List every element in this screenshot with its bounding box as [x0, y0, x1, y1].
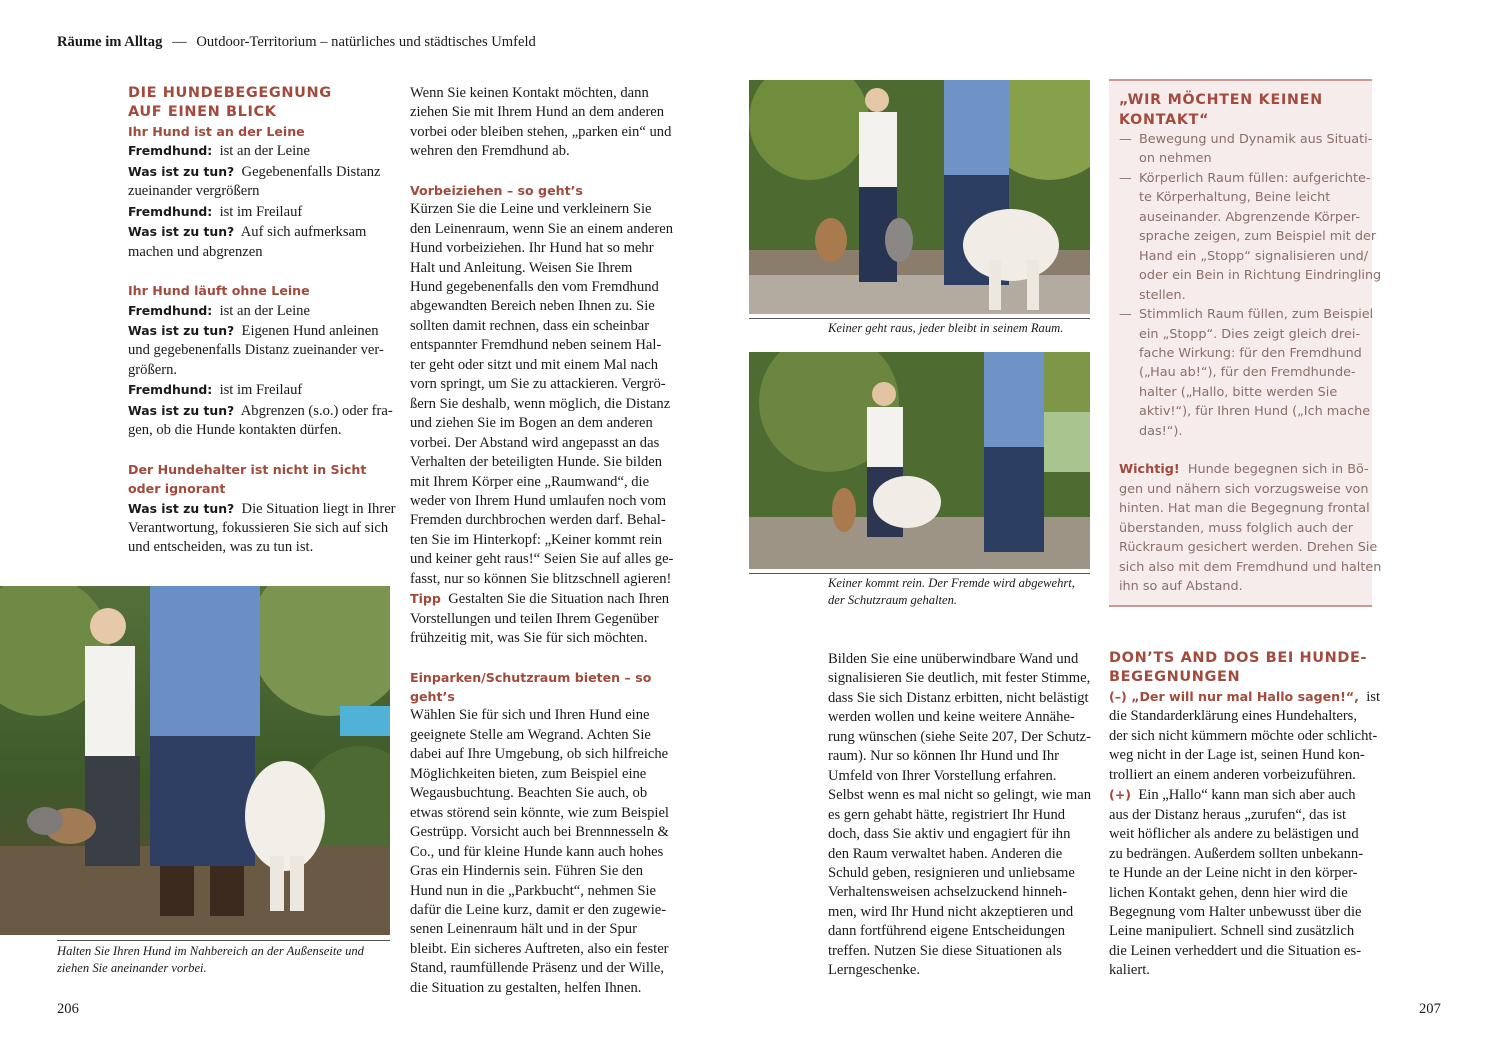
- donts-dos-text: (–) „Der will nur mal Hallo sagen!“, ist die Standarderklärung eines Hundehalters, der sich nicht kümmern möchte oder schlicht- weg nicht in der Lage ist, seinen Hund kon- trolliert an einem anderen vorbeizuführen. (+) Ein „Hallo“ kann man sich aber auch aus der Distanz heraus „zurufen“, das ist weit höflicher als andere zu belästigen und zu bedrängen. Außerdem sollten unbekann- te Hunde an der Leine nicht in den körper- lichen Kontakt gehen, denn hier wird die Begegnung vom Halter unbewusst über die Leine manipuliert. Schnell sind zusätzlich die Leinen verheddert und die Situation es- kaliert.: [1109, 689, 1381, 979]
- photo2-caption-rule: [749, 573, 1090, 574]
- photo1-caption: Keiner geht raus, jeder bleibt in seinem Raum.: [828, 321, 1064, 335]
- page-number-right: 207: [1419, 1001, 1441, 1017]
- photo1-caption-rule: [749, 318, 1090, 319]
- no-contact-item: — Stimmlich Raum füllen, zum Beispiel ein „Stopp“. Dies zeigt gleich drei- fache Wirkung: für den Fremdhund („Hau ab!“), für den Fremdhunde- halter („Hallo, bitte werden Sie aktiv!“), für Ihren Hund („Ich mache das!“).: [1119, 307, 1374, 439]
- middle-column: [410, 84, 675, 998]
- einparken-text: Wählen Sie für sich und Ihren Hund eine geeignete Stelle am Wegrand. Achten Sie dabei auf Ihre Umgebung, ob sich hilfreiche Möglichkeiten bieten, zum Beispiel eine Wegausbuchtung. Beachten Sie auch, ob etwas störend sein könnte, wie zum Beispiel Gestrüpp. Vorsicht auch bei Brennnesseln & Co., und für kleine Hunde kann auch hohes Gras ein Hindernis sein. Führen Sie den Hund nun in die „Parkbucht“, nehmen Sie dafür die Leine kurz, damit er den zugewie- senen Leinenraum hält und in der Spur bleibt. Ein sicheres Auftreten, also ein fester Stand, raumfüllende Präsenz und der Wille, die Situation zu gestalten, helfen Ihnen.: [410, 707, 669, 996]
- no-contact-box-title: „WIR MÖCHTEN KEINEN KONTAKT“: [1119, 92, 1323, 128]
- einparken-title: Einparken/Schutzraum bieten – so geht’s: [410, 669, 652, 705]
- case2-text: Fremdhund: ist an der Leine Was ist zu tun? Eigenen Hund anleinen und gegebenenfalls Distanz zueinander ver- größern. Fremdhund: ist im Freilauf Was ist zu tun? Abgrenzen (s.o.) oder fra- gen, ob die Hunde kontakten dürfen.: [128, 302, 393, 439]
- case3-title: Der Hundehalter ist nicht in Sicht oder ignorant: [128, 461, 367, 497]
- tipp-label: Tipp: [410, 591, 441, 607]
- overview-heading: DIE HUNDEBEGEGNUNG AUF EINEN BLICK: [128, 85, 332, 120]
- donts-dos-column: [1109, 649, 1381, 981]
- wall-text: Bilden Sie eine unüberwindbare Wand und signalisieren Sie deutlich, mit fester Stimme, dass Sie sich Distanz erbitten, nicht belästigt werden wollen und keine weitere Annähe- rung wünschen (siehe Seite 207, Der Schutz- raum). Nur so können Ihr Hund und Ihr Umfeld von Ihrer Vorstellung erfahren. Selbst wenn es mal nicht so gelingt, wie man es gern gehabt hätte, registriert Ihr Hund doch, dass Sie aktiv und engagiert für ihn den Raum verwaltet haben. Anderen die Schuld geben, resignieren und unliebsame Verhaltensweisen achselzuckend hinneh- men, wird Ihr Hund nicht akzeptieren und dann fortführend eigene Entscheidungen treffen. Nutzen Sie diese Situationen als Lerngeschenke.: [828, 651, 1092, 979]
- donts-dos-heading: DON’TS AND DOS BEI HUNDE- BEGEGNUNGEN: [1109, 650, 1368, 685]
- header-subtitle: Outdoor-Territorium – natürliches und städtisches Umfeld: [196, 34, 536, 50]
- photo-caption-rule-left: [57, 940, 390, 941]
- wichtig-note: Wichtig! Hunde begegnen sich in Bö- gen und nähern sich vorzugsweise von hinten. Hat man die Begegnung frontal überstanden, muss folglich auch der Rückraum gesichert werden. Drehen Sie sich also mit dem Fremdhund und halten ihn so auf Abstand.: [1119, 462, 1382, 594]
- photo-nobody-leaves-image: [749, 80, 1090, 314]
- case1-text: Fremdhund: ist an der Leine Was ist zu tun? Gegebenenfalls Distanz zueinander vergrößern Fremdhund: ist im Freilauf Was ist zu tun? Auf sich aufmerksam machen und abgrenzen: [128, 143, 381, 260]
- no-contact-item: — Bewegung und Dynamik aus Situati- on nehmen: [1119, 132, 1373, 167]
- photo-nobody-comes-in: [749, 352, 1090, 569]
- overview-column: [128, 84, 396, 558]
- header-dash: —: [172, 34, 187, 50]
- no-contact-box: [1109, 79, 1382, 607]
- header-section: Räume im Alltag: [57, 34, 163, 50]
- page-number-left: 206: [57, 1001, 79, 1017]
- intro-text: Wenn Sie keinen Kontakt möchten, dann ziehen Sie mit Ihrem Hund an dem anderen vorbei oder bleiben stehen, „parken ein“ und wehren den Fremdhund ab.: [410, 85, 672, 160]
- vorbeiziehen-title: Vorbeiziehen – so geht’s: [410, 182, 583, 198]
- photo-walking-past-image: [0, 586, 390, 935]
- vorbeiziehen-text: Kürzen Sie die Leine und verkleinern Sie den Leinenraum, wenn Sie an einem anderen Hund vorbeiziehen. Ihr Hund hat so mehr Halt und Anleitung. Weisen Sie Ihrem Hund gegebenenfalls den vom Fremdhund abgewandten Bereich neben Ihnen zu. Sie sollten damit rechnen, dass ein scheinbar entspannter Fremdhund neben seinem Hal- ter geht oder sitzt und mit einem Mal nach vorn springt, um Sie zu attackieren. Vergrö- ßern Sie deshalb, wenn möglich, die Distanz und ziehen Sie im Bogen an dem anderen vorbei. Der Abstand wird angepasst an das Verhalten der beteiligten Hunde. Sie bilden mit Ihrem Körper eine „Raumwand“, die weder von Ihrem Hund umlaufen noch vom Fremden durchbrochen werden darf. Behal- ten Sie im Hinterkopf: „Keiner kommt rein und keiner geht raus!“ Seien Sie auf alles ge- fasst, nur so können Sie blitzschnell agieren! Tipp Gestalten Sie die Situation nach Ihren Vorstellungen und teilen Ihrem Gegenüber frühzeitig mit, was Sie für sich möchten.: [410, 201, 674, 647]
- photo-caption-left: Halten Sie Ihren Hund im Nahbereich an der Außenseite und ziehen Sie aneinander vorbei.: [57, 944, 364, 976]
- dont-label: (–) „Der will nur mal Hallo sagen!“,: [1109, 689, 1359, 704]
- photo-nobody-comes-in-image: [749, 352, 1090, 569]
- photo-nobody-leaves: [749, 80, 1090, 314]
- wichtig-label: Wichtig!: [1119, 462, 1180, 478]
- photo2-caption: Keiner kommt rein. Der Fremde wird abgewehrt, der Schutzraum gehalten.: [828, 576, 1075, 608]
- no-contact-list: [1119, 130, 1382, 441]
- photo-walking-past: [0, 586, 390, 935]
- case2-title: Ihr Hund läuft ohne Leine: [128, 283, 310, 299]
- running-header: [57, 33, 536, 52]
- case3-text: Was ist zu tun? Die Situation liegt in Ihrer Verantwortung, fokussieren Sie sich auf sich und entscheiden, was zu tun ist.: [128, 500, 396, 556]
- no-contact-item: — Körperlich Raum füllen: aufgerichte- te Körperhaltung, Beine leicht auseinander. Abgrenzende Körper- sprache zeigen, zum Beispiel mit der Hand ein „Stopp“ signalisieren und/ oder ein Bein in Richtung Eindringling stellen.: [1119, 170, 1382, 303]
- case1-title: Ihr Hund ist an der Leine: [128, 124, 305, 139]
- do-label: (+): [1109, 787, 1132, 803]
